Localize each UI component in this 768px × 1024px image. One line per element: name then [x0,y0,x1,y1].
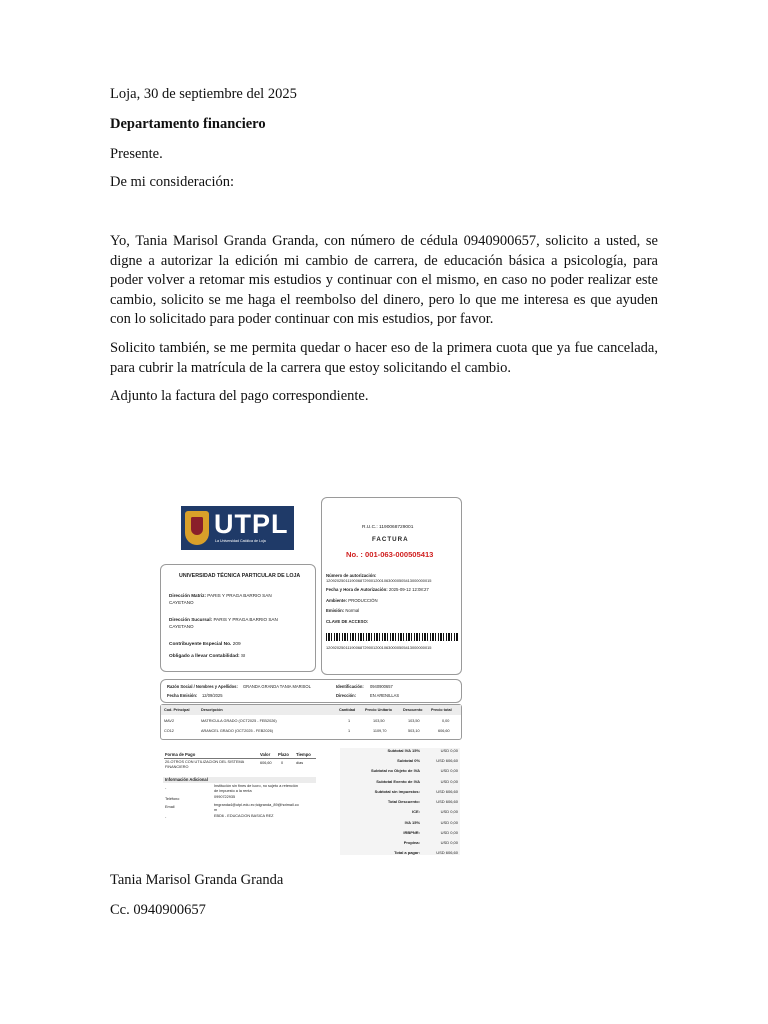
payment-col-form: Forma de Pago [165,752,196,757]
col-cod: Cod. Principal [164,708,190,712]
emission-date-label: Fecha Emisión: [167,693,198,698]
total-label-11: Total a pagar: [394,850,420,855]
info-phone-value: 0990722935 [214,795,236,799]
total-value-11: USD 606,60 [436,850,458,855]
col-qty: Cantidad [339,708,356,712]
items-table [160,704,462,740]
item-2-desc: ARANCEL GRADO (OCT2025 - FEB2026) [201,729,274,733]
emision-line [326,609,359,614]
emision-label: Emisión: [326,608,345,613]
invoice-number-label: No. : [346,550,363,559]
item-2-qty: 1 [348,729,351,733]
contribuyente-line [169,642,241,648]
logo-tagline: La Universidad Católica de Loja [215,539,266,543]
buyer-name-label: Razón Social / Nombres y Apellidos: [167,684,238,689]
contabilidad-line [169,654,246,660]
utpl-logo [181,506,294,550]
total-value-8: USD 0,00 [440,820,458,825]
payment-col-tiempo: Tiempo [296,752,311,757]
total-value-6: USD 606,60 [436,799,458,804]
item-1-desc: MATRICULA GRADO (OCT2025 - FEB2026) [201,719,277,723]
col-total: Precio total [431,708,452,712]
body-paragraph-2: Solicito también, se me permita quedar o hacer eso de la primera cuota que ya fue cancelada, para cubrir la matrícula de la carrera que estoy solicitando el cambio. [110,340,658,376]
buyer-id-value: 0940900657 [370,684,393,689]
sucursal-label: Dirección Sucursal: [169,617,213,622]
info-program-label: - [165,815,167,819]
total-value-9: USD 0,00 [440,830,458,835]
issuer-sucursal [169,617,278,622]
info-title: Información Adicional [165,777,208,782]
contribuyente-value: 209 [232,642,241,647]
emision-value: Normal [345,608,360,613]
buyer-box [160,679,462,703]
payment-desc-2: FINANCIERO [165,765,189,769]
info-email-label: Email [165,805,175,809]
total-label-10: Propina: [403,840,420,845]
total-label-3: Subtotal no Objeto de IVA [370,768,420,773]
clave-label: CLAVE DE ACCESO: [326,619,369,624]
place-date: Loja, 30 de septiembre del 2025 [110,86,297,102]
university-crest-icon [185,511,209,545]
issuer-box [160,564,316,672]
issuer-matriz [169,593,272,598]
item-2-discount: 503,10 [408,729,420,733]
contabilidad-label: Obligado a llevar Contabilidad: [169,654,240,659]
ambiente-value: PRODUCCIÓN [348,598,378,603]
total-value-7: USD 0,00 [440,809,458,814]
payment-divider [164,758,316,759]
item-1-unit: 103,50 [373,719,385,723]
issuer-name: UNIVERSIDAD TÉCNICA PARTICULAR DE LOJA [179,573,301,579]
total-value-3: USD 0,00 [440,768,458,773]
item-1-discount: 103,50 [408,719,420,723]
buyer-name-line [167,685,238,690]
invoice-number [346,551,433,560]
logo-wordmark: UTPL [214,509,289,539]
presente-line: Presente. [110,146,163,162]
buyer-address-value: EN ARENILLAS [370,693,400,698]
total-label-7: ICE: [412,809,420,814]
col-desc: Descripción [201,708,223,712]
total-value-2: USD 606,60 [436,758,458,763]
info-program-value: EBD6 - EDUCACION BASICA REZ [214,814,274,818]
auth-label: Número de autorización: [326,573,377,578]
info-phone-label: Teléfono [165,797,180,801]
buyer-id-label: Identificación: [336,684,364,689]
info-row-2-value: de impuesto a la renta [214,789,252,793]
total-label-1: Subtotal IVA 15% [387,748,420,753]
sucursal-value-2: CAYETANO [169,624,194,629]
matriz-value-2: CAYETANO [169,600,194,605]
total-value-4: USD 0,00 [440,779,458,784]
auth-date-line [326,588,429,593]
info-email-value: tmgranda4@utpl.edu.ec;tcigranda_89@hotmail.co [214,803,299,807]
signature-id: Cc. 0940900657 [110,902,206,918]
ruc-line: R.U.C.: 1190068729001 [362,525,414,530]
auth-date-label: Fecha y Hora de Autorización: [326,587,388,592]
col-unit: Precio Unitario [365,708,393,712]
buyer-name-value: GRANDA GRANDA TANIA MARISOL [243,684,311,689]
payment-col-plazo: Plazo [278,752,289,757]
total-label-6: Total Descuento: [387,799,420,804]
total-label-4: Subtotal Exento de IVA [376,779,420,784]
payment-desc-1: 20-OTROS CON UTILIZACION DEL SISTEMA [165,760,245,764]
body-paragraph-3: Adjunto la factura del pago correspondiente. [110,388,369,404]
total-value-10: USD 0,00 [440,840,458,845]
ambiente-line [326,599,378,604]
payment-plazo: 0 [281,761,284,765]
doc-type: FACTURA [372,536,409,543]
department-heading: Departamento financiero [110,116,266,132]
total-label-5: Subtotal sin impuestos: [374,789,420,794]
total-label-9: IRBPNR: [403,830,420,835]
item-2-code: CO12 [164,729,174,733]
total-value-5: USD 606,60 [436,789,458,794]
body-paragraph-1: Yo, Tania Marisol Granda Granda, con número de cédula 0940900657, solicito a usted, se digne a autorizar la edición mi cambio de carrera, de educación básica a psicología, para poder volver a retomar mis estudios y continuar con el mismo, en caso no poder realizar este cambio, solicito se me haga el reembolso del dinero, pero lo que me interesa es que ayuden con lo solicitado para poder continuar con mis estudios, por favor. [110,233,658,327]
invoice-header-box [321,497,462,675]
sucursal-value: PARIS Y PRAGA BARRIO SAN [213,617,278,622]
info-email-value-2: m [214,808,218,812]
total-value-1: USD 0,00 [440,748,458,753]
ambiente-label: Ambiente: [326,598,348,603]
item-2-unit: 1109,70 [373,729,387,733]
barcode-icon [326,633,458,641]
total-label-8: IVA 15% [404,820,420,825]
total-label-2: Subtotal 0% [397,758,420,763]
info-row-1-label: - [165,786,167,790]
greeting-line: De mi consideración: [110,174,235,190]
info-row-1-value: Institución sin fines de lucro, no sujeto a retención [214,784,299,788]
buyer-address-label: Dirección: [336,693,357,698]
col-discount: Descuento [403,708,423,712]
matriz-label: Dirección Matriz: [169,593,207,598]
payment-value: 606,60 [260,761,272,765]
matriz-value: PARIS Y PRAGA BARRIO SAN [207,593,272,598]
item-1-qty: 1 [348,719,351,723]
payment-tiempo: días [296,761,304,765]
item-2-total: 606,60 [438,729,450,733]
item-1-total: 0,00 [442,719,450,723]
contabilidad-value: SI [240,654,246,659]
contribuyente-label: Contribuyente Especial No. [169,642,232,647]
emission-date-value: 12/09/2025 [202,693,223,698]
invoice-image [160,494,463,862]
auth-value: 1209202501119006872900120010630000505413000000015 [326,578,432,583]
signature-name: Tania Marisol Granda Granda [110,872,284,888]
clave-value: 1209202501119006872900120010630000505413000000015 [326,645,432,650]
item-1-code: MAV2 [164,719,175,723]
invoice-number-value: 001-063-000505413 [365,550,434,559]
auth-date-value: 2025-09-12 12:08:27 [388,587,429,592]
payment-col-value: Valor [260,752,271,757]
